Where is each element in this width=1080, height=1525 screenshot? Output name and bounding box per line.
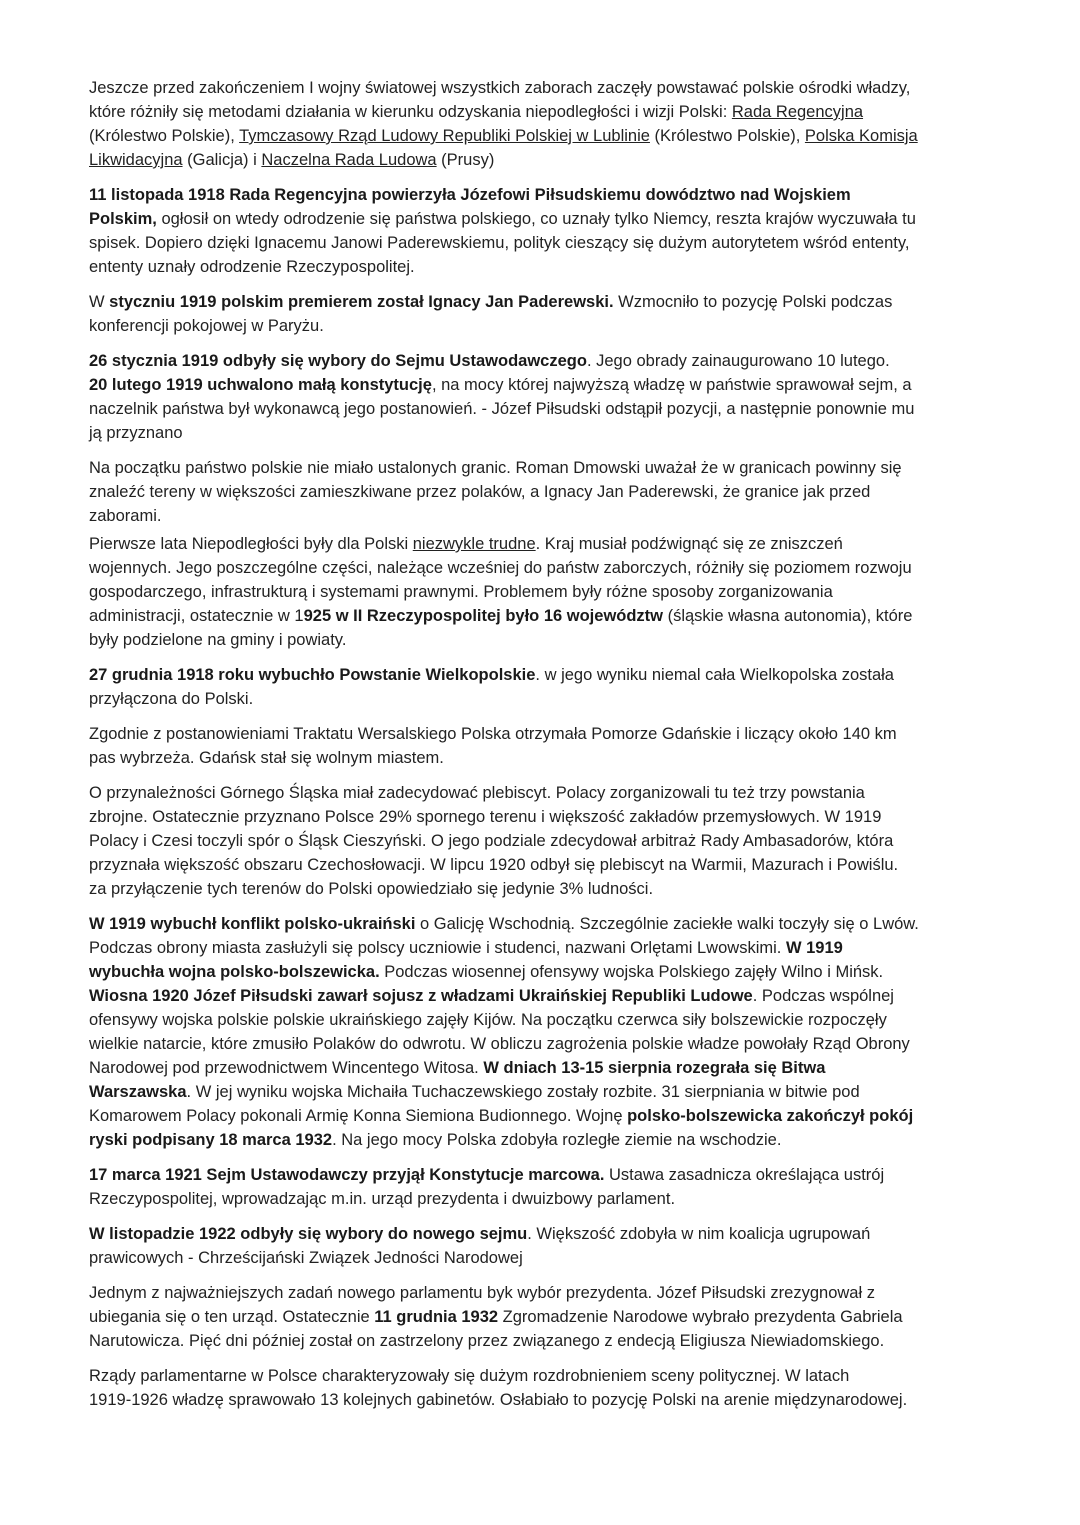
text-segment: Jednym z najważniejszych zadań nowego parlamentu byk wybór prezydenta. Józef Piłsudski zrezygnował z (89, 1284, 875, 1302)
text-line (89, 853, 1009, 877)
text-line (89, 984, 1009, 1008)
text-line (89, 1008, 1009, 1032)
text-segment: Pierwsze lata Niepodległości były dla Polski (89, 535, 413, 553)
text-segment: administracji, ostatecznie w 1 (89, 607, 304, 625)
text-line (89, 781, 1009, 805)
text-segment: O przynależności Górnego Śląska miał zadecydować plebiscyt. Polacy zorganizowali tu też trzy powstania (89, 784, 865, 802)
text-line (89, 290, 1009, 314)
bold-text: 11 listopada 1918 Rada Regencyjna powierzyła Józefowi Piłsudskiemu dowództwo nad Wojskiem (89, 186, 851, 204)
paragraph (89, 781, 1009, 901)
text-line (89, 1128, 1009, 1152)
underlined-term: Tymczasowy Rząd Ludowy Republiki Polskiej w Lublinie (239, 127, 650, 145)
bold-text: W listopadzie 1922 odbyły się wybory do nowego sejmu (89, 1225, 528, 1243)
text-line (89, 480, 1009, 504)
underlined-term: Rada Regencyjna (731, 103, 864, 121)
text-segment: . w jego wyniku niemal cała Wielkopolska została (535, 666, 894, 684)
text-line (89, 663, 1009, 687)
text-segment: Narutowicza. Pięć dni później został on zastrzelony przez związanego z endecją Eligiusza Niewiadomskiego. (89, 1332, 885, 1350)
text-segment: Zgromadzenie Narodowe wybrało prezydenta Gabriela (498, 1308, 903, 1326)
text-line (89, 604, 1009, 628)
bold-text: 20 lutego 1919 uchwalono małą konstytucję (89, 376, 432, 394)
text-segment: prawicowych - Chrześcijański Związek Jedności Narodowej (89, 1249, 523, 1267)
text-segment: o Galicję Wschodnią. Szczególnie zaciekłe walki toczyły się o Lwów. (415, 915, 919, 933)
text-segment: pas wybrzeża. Gdańsk stał się wolnym miastem. (89, 749, 444, 767)
bold-text: styczniu 1919 polskim premierem został Ignacy Jan Paderewski. (109, 293, 614, 311)
text-segment: (Królestwo Polskie), (89, 127, 240, 145)
text-line (89, 255, 1009, 279)
text-segment: . Większość zdobyła w nim koalicja ugrupowań (527, 1225, 871, 1243)
text-segment: spisek. Dopiero dzięki Ignacemu Janowi Paderewskiemu, polityk cieszący się dużym autorytetem wśród ententy, (89, 234, 910, 252)
text-line (89, 687, 1009, 711)
text-line (89, 960, 1009, 984)
text-line (89, 1163, 1009, 1187)
text-line (89, 746, 1009, 770)
text-line (89, 456, 1009, 480)
text-segment: Ustawa zasadnicza określająca ustrój (604, 1166, 885, 1184)
text-segment: wielkie natarcie, które zmusiło Polaków do odwrotu. W obliczu zagrożenia polskie władze powołały Rząd Obrony (89, 1035, 910, 1053)
bold-text: Polskim, (89, 210, 157, 228)
text-line (89, 532, 1009, 556)
text-segment: Podczas wiosennej ofensywy wojska Polskiego zajęły Wilno i Mińsk. (379, 963, 884, 981)
bold-text: 26 stycznia 1919 odbyły się wybory do Sejmu Ustawodawczego (89, 352, 587, 370)
text-line (89, 1388, 1009, 1412)
text-segment: ją przyznano (89, 424, 183, 442)
paragraph (89, 1281, 1009, 1353)
text-segment: ententy uznały odrodzenie Rzeczypospolitej. (89, 258, 415, 276)
text-line (89, 829, 1009, 853)
bold-text: polsko-bolszewicka zakończył pokój (627, 1107, 914, 1125)
text-segment: (śląskie własna autonomia), które (663, 607, 913, 625)
underlined-term: Naczelna Rada Ludowa (261, 151, 437, 169)
text-line (89, 207, 1009, 231)
paragraph (89, 532, 1009, 652)
text-segment: Rządy parlamentarne w Polsce charakteryzowały się dużym rozdrobnieniem sceny politycznej. W latach (89, 1367, 850, 1385)
document-body (89, 76, 1009, 1423)
text-segment: . Podczas wspólnej (752, 987, 894, 1005)
text-segment: Rzeczypospolitej, wprowadzając m.in. urząd prezydenta i dwuizbowy parlament. (89, 1190, 676, 1208)
bold-text: 11 grudnia 1932 (374, 1308, 499, 1326)
text-line (89, 1032, 1009, 1056)
paragraph (89, 1163, 1009, 1211)
text-segment: , na mocy której najwyższą władzę w państwie sprawował sejm, a (431, 376, 912, 394)
text-line (89, 936, 1009, 960)
text-line (89, 349, 1009, 373)
paragraph (89, 290, 1009, 338)
text-line (89, 504, 1009, 528)
text-segment: Wzmocniło to pozycję Polski podczas (613, 293, 893, 311)
text-line (89, 1104, 1009, 1128)
paragraph (89, 349, 1009, 445)
text-segment: . Na jego mocy Polska zdobyła rozległe ziemie na wschodzie. (332, 1131, 782, 1149)
text-segment: były podzielone na gminy i powiaty. (89, 631, 347, 649)
text-line (89, 1222, 1009, 1246)
text-line (89, 580, 1009, 604)
text-line (89, 1305, 1009, 1329)
bold-text: W 1919 (785, 939, 843, 957)
text-segment: przyłączona do Polski. (89, 690, 254, 708)
text-line (89, 1364, 1009, 1388)
text-segment: ubiegania się o ten urząd. Ostatecznie (89, 1308, 375, 1326)
text-line (89, 100, 1009, 124)
text-line (89, 1080, 1009, 1104)
text-segment: Jeszcze przed zakończeniem I wojny światowej wszystkich zaborach zaczęły powstawać polskie ośrodki władzy, (89, 79, 911, 97)
text-segment: Narodowej pod przewodnictwem Wincentego Witosa. (89, 1059, 484, 1077)
text-segment: ogłosił on wtedy odrodzenie się państwa polskiego, co uznały tylko Niemcy, reszta krajów wyczuwała tu (156, 210, 916, 228)
text-segment: gospodarczego, infrastrukturą i systemami prawnymi. Problemem były różne sposoby zorganizowania (89, 583, 833, 601)
text-segment: ofensywy wojska polskie polskie ukraińskiego zajęły Kijów. Na początku czerwca siły bolszewickie rozpoczęły (89, 1011, 887, 1029)
text-segment: (Galicja) i (182, 151, 262, 169)
paragraph (89, 1364, 1009, 1412)
text-segment: . W jej wyniku wojska Michaiła Tuchaczewskiego zostały rozbite. 31 sierpniania w bitwie pod (186, 1083, 860, 1101)
underlined-term: niezwykle trudne (412, 535, 536, 553)
text-line (89, 314, 1009, 338)
paragraph (89, 912, 1009, 1152)
text-line (89, 628, 1009, 652)
text-segment: W (89, 293, 110, 311)
text-segment: Zgodnie z postanowieniami Traktatu Wersalskiego Polska otrzymała Pomorze Gdańskie i liczący około 140 km (89, 725, 897, 743)
text-segment: które różniły się metodami działania w kierunku odzyskania niepodległości i wizji Polski: (89, 103, 732, 121)
bold-text: 17 marca 1921 Sejm Ustawodawczy przyjął Konstytucje marcowa. (89, 1166, 605, 1184)
text-line (89, 1246, 1009, 1270)
text-line (89, 1187, 1009, 1211)
text-segment: . Jego obrady zainaugurowano 10 lutego. (586, 352, 890, 370)
paragraph (89, 456, 1009, 528)
text-segment: konferencji pokojowej w Paryżu. (89, 317, 324, 335)
paragraph (89, 1222, 1009, 1270)
text-line (89, 231, 1009, 255)
text-line (89, 124, 1009, 148)
text-line (89, 183, 1009, 207)
bold-text: Warszawska (89, 1083, 187, 1101)
text-segment: przyznała większość obszaru Czechosłowacji. W lipcu 1920 odbył się plebiscyt na Warmii, Mazurach i Powiślu. (89, 856, 899, 874)
text-line (89, 556, 1009, 580)
text-line (89, 397, 1009, 421)
text-line (89, 76, 1009, 100)
text-line (89, 722, 1009, 746)
text-line (89, 373, 1009, 397)
bold-text: W 1919 wybuchł konflikt polsko-ukraiński (89, 915, 416, 933)
underlined-term: Polska Komisja (804, 127, 918, 145)
paragraph (89, 663, 1009, 711)
bold-text: Wiosna 1920 Józef Piłsudski zawarł sojusz z władzami Ukraińskiej Republiki Ludowe (89, 987, 753, 1005)
text-segment: znaleźć tereny w większości zamieszkiwane przez polaków, a Ignacy Jan Paderewski, że granice jak przed (89, 483, 871, 501)
text-segment: (Prusy) (436, 151, 495, 169)
bold-text: 27 grudnia 1918 roku wybuchło Powstanie Wielkopolskie (89, 666, 536, 684)
text-segment: Na początku państwo polskie nie miało ustalonych granic. Roman Dmowski uważał że w granicach powinny się (89, 459, 902, 477)
text-segment: 1919-1926 władzę sprawowało 13 kolejnych gabinetów. Osłabiało to pozycję Polski na arenie międzynarodowej. (89, 1391, 908, 1409)
text-segment: (Królestwo Polskie), (649, 127, 805, 145)
text-line (89, 805, 1009, 829)
paragraph (89, 722, 1009, 770)
text-segment: . Kraj musiał podźwignąć się ze zniszczeń (535, 535, 843, 553)
text-segment: Polacy i Czesi toczyli spór o Śląsk Cieszyński. O jego podziale zdecydował arbitraż Rady Ambasadorów, która (89, 832, 894, 850)
text-segment: Podczas obrony miasta zasłużyli się polscy uczniowie i studenci, nazwani Orlętami Lwowskimi. (89, 939, 786, 957)
paragraph (89, 183, 1009, 279)
text-line (89, 1329, 1009, 1353)
text-line (89, 912, 1009, 936)
text-line (89, 421, 1009, 445)
bold-text: wybuchła wojna polsko-bolszewicka. (89, 963, 380, 981)
text-segment: wojennych. Jego poszczególne części, należące wcześniej do państw zaborczych, różniły się poziomem rozwoju (89, 559, 912, 577)
text-line (89, 148, 1009, 172)
bold-text: ryski podpisany 18 marca 1932 (89, 1131, 333, 1149)
bold-text: W dniach 13-15 sierpnia rozegrała się Bitwa (483, 1059, 826, 1077)
text-segment: Komarowem Polacy pokonali Armię Konna Siemiona Budionnego. Wojnę (89, 1107, 628, 1125)
text-segment: zaborami. (89, 507, 162, 525)
text-segment: zbrojne. Ostatecznie przyznano Polsce 29% spornego terenu i większość zakładów przemysłowych. W 1919 (89, 808, 882, 826)
text-segment: naczelnik państwa był wykonawcą jego postanowień. - Józef Piłsudski odstąpił pozycji, a następnie ponownie mu (89, 400, 915, 418)
bold-text: 925 w II Rzeczypospolitej było 16 województw (303, 607, 664, 625)
text-line (89, 877, 1009, 901)
text-line (89, 1056, 1009, 1080)
text-segment: za przyłączenie tych terenów do Polski opowiedziało się jedynie 3% ludności. (89, 880, 654, 898)
text-line (89, 1281, 1009, 1305)
paragraph (89, 76, 1009, 172)
underlined-term: Likwidacyjna (89, 151, 183, 169)
